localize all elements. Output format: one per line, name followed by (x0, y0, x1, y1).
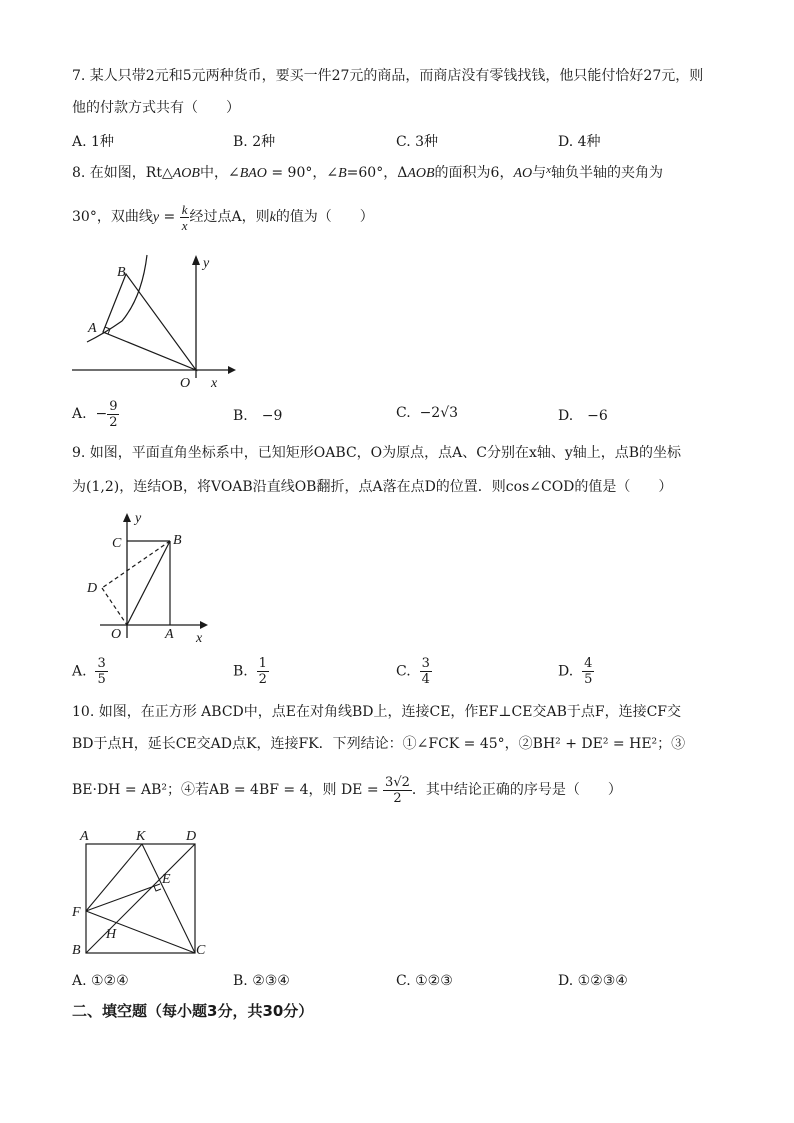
q8-frac-den: x (181, 217, 188, 233)
q9-option-a-den: 5 (97, 672, 106, 687)
q8-x-arrow (228, 366, 236, 374)
q8-text: 轴负半轴的夹角为 (551, 165, 664, 181)
q8-k: k (269, 210, 276, 225)
q8-area-aob: AOB (407, 166, 435, 181)
q8-text: 与 (532, 165, 547, 181)
q10-line-fc (86, 911, 195, 953)
q9-dashed-do (102, 588, 127, 625)
q9-option-c-label: C. (396, 663, 411, 680)
q9-label-a: A (165, 627, 174, 642)
q8-fraction-k-over-x (180, 202, 190, 233)
q8-text: 经过点A，则 (189, 209, 270, 225)
q10-frac-num: 3√2 (385, 774, 410, 790)
q8-option-a-num: 9 (109, 398, 118, 414)
q10-label-c: C (196, 943, 206, 958)
q9-option-b (233, 656, 269, 687)
q8-text: =60°，Δ (346, 165, 408, 181)
q10-label-k: K (136, 829, 146, 844)
q10-label-f: F (72, 905, 81, 920)
q10-stem-line2: BD于点H，延长CE交AD点K，连接FK．下列结论：①∠FCK = 45°，②BH² + DE² = HE²；③ (72, 736, 686, 752)
q9-label-y: y (135, 511, 142, 526)
q9-y-arrow (123, 513, 131, 522)
q10-right-angle-mark (154, 886, 161, 891)
q10-stem-line3 (72, 772, 622, 808)
q7-option-d: D. 4种 (558, 134, 601, 150)
q9-option-b-den: 2 (258, 672, 267, 687)
q10-option-c: C. ①②③ (396, 973, 453, 989)
q8-aob: AOB (172, 166, 200, 181)
q9-x-arrow (200, 621, 208, 629)
q9-figure (82, 508, 212, 648)
q9-option-a-label: A. (72, 663, 87, 680)
q8-text: = (159, 209, 180, 225)
q10-label-a: A (80, 829, 89, 844)
q9-label-c: C (112, 536, 122, 551)
q10-stem-line1: 10. 如图，在正方形 ABCD中，点E在对角线BD上，连接CE，作EF⊥CE交AB于点F，连接CF交 (72, 704, 681, 720)
q7-option-c: C. 3种 (396, 134, 439, 150)
q8-label-a: A (88, 321, 97, 336)
q8-ao: AO (513, 166, 533, 181)
q8-b: B (338, 166, 347, 181)
q8-text: = 90°，∠ (266, 165, 339, 181)
q9-label-x: x (196, 631, 203, 646)
q8-option-b: B. −9 (233, 408, 283, 424)
q9-option-d-label: D. (558, 663, 574, 680)
q8-frac-num: k (181, 201, 188, 217)
q8-text: 的面积为6， (434, 165, 514, 181)
q10-text: ．其中结论正确的序号是（ ） (411, 782, 622, 798)
q8-triangle-aob (103, 274, 196, 370)
q10-line-ck (142, 844, 195, 953)
q8-option-c-label: C. (396, 405, 411, 421)
q9-diagonal-ob (127, 541, 170, 625)
q8-label-o: O (180, 376, 191, 391)
q9-option-c-fraction (420, 656, 432, 687)
q9-label-o: O (111, 627, 122, 642)
q9-option-c-den: 4 (421, 672, 430, 687)
q8-option-a (72, 396, 119, 432)
q8-label-b: B (117, 265, 126, 280)
q8-y: y (152, 210, 160, 225)
q8-x: x (546, 164, 552, 176)
q8-text: 8. 在如图，Rt△ (72, 165, 173, 181)
q8-text: 中，∠ (199, 165, 240, 181)
q9-label-d: D (87, 581, 98, 596)
q9-option-c (396, 656, 432, 687)
q9-option-d-den: 5 (584, 672, 593, 687)
q9-option-a-num: 3 (97, 656, 106, 671)
q9-option-a (72, 656, 108, 687)
q9-option-b-num: 1 (258, 656, 267, 671)
q10-label-d: D (186, 829, 197, 844)
q10-option-a: A. ①②④ (72, 973, 129, 989)
q10-frac-den: 2 (383, 790, 412, 806)
q8-label-x: x (211, 376, 218, 391)
q9-option-d-fraction (582, 656, 594, 687)
q9-option-d-num: 4 (584, 656, 593, 671)
q8-option-d: D. −6 (558, 408, 608, 424)
q8-figure (60, 245, 240, 395)
q9-option-b-label: B. (233, 663, 248, 680)
q10-label-h: H (106, 927, 117, 942)
q10-fraction-de (383, 775, 412, 806)
q8-option-c (396, 405, 458, 421)
q10-figure (68, 826, 218, 962)
q10-text: BE·DH = AB²；④若AB = 4BF = 4，则 DE = (72, 782, 384, 798)
q8-text: 30°，双曲线 (72, 209, 153, 225)
q8-option-a-label: A. (72, 406, 87, 422)
q8-option-a-den: 2 (109, 414, 118, 430)
q8-text: 的值为（ ） (275, 209, 374, 225)
q8-bao: BAO (239, 166, 267, 181)
q7-stem-line1: 7. 某人只带2元和5元两种货币，要买一件27元的商品，而商店没有零钱找钱，他只能付恰好27元，则 (72, 68, 704, 84)
q8-stem-line2 (72, 200, 374, 235)
q10-option-d: D. ①②③④ (558, 973, 628, 989)
q9-label-b: B (173, 533, 182, 548)
q8-label-y: y (203, 256, 210, 271)
q7-option-b: B. 2种 (233, 134, 276, 150)
q8-option-a-minus: − (95, 406, 108, 422)
q9-option-c-num: 3 (421, 656, 430, 671)
q8-stem-line1 (72, 160, 663, 184)
q8-y-arrow (192, 255, 200, 265)
q9-option-d (558, 656, 594, 687)
q9-option-b-fraction (257, 656, 269, 687)
q9-stem-line2: 为(1,2)，连结OB，将VOAB沿直线OB翻折，点A落在点D的位置．则cos∠COD的值是（ ） (72, 479, 673, 495)
q7-option-a: A. 1种 (72, 134, 114, 150)
q10-label-e: E (162, 872, 171, 887)
q9-stem-line1: 9. 如图，平面直角坐标系中，已知矩形OABC，O为原点，点A、C分别在x轴、y轴上，点B的坐标 (72, 445, 682, 461)
q9-option-a-fraction (95, 656, 107, 687)
q7-stem-line2: 他的付款方式共有（ ） (72, 100, 240, 116)
q8-option-a-fraction (107, 399, 119, 430)
q10-diagonal-bd (86, 844, 195, 953)
section-title: 二、填空题（每小题3分，共30分） (72, 1002, 314, 1020)
q10-label-b: B (72, 943, 81, 958)
q10-option-b: B. ②③④ (233, 973, 290, 989)
q8-option-c-value: −2√3 (419, 405, 459, 421)
